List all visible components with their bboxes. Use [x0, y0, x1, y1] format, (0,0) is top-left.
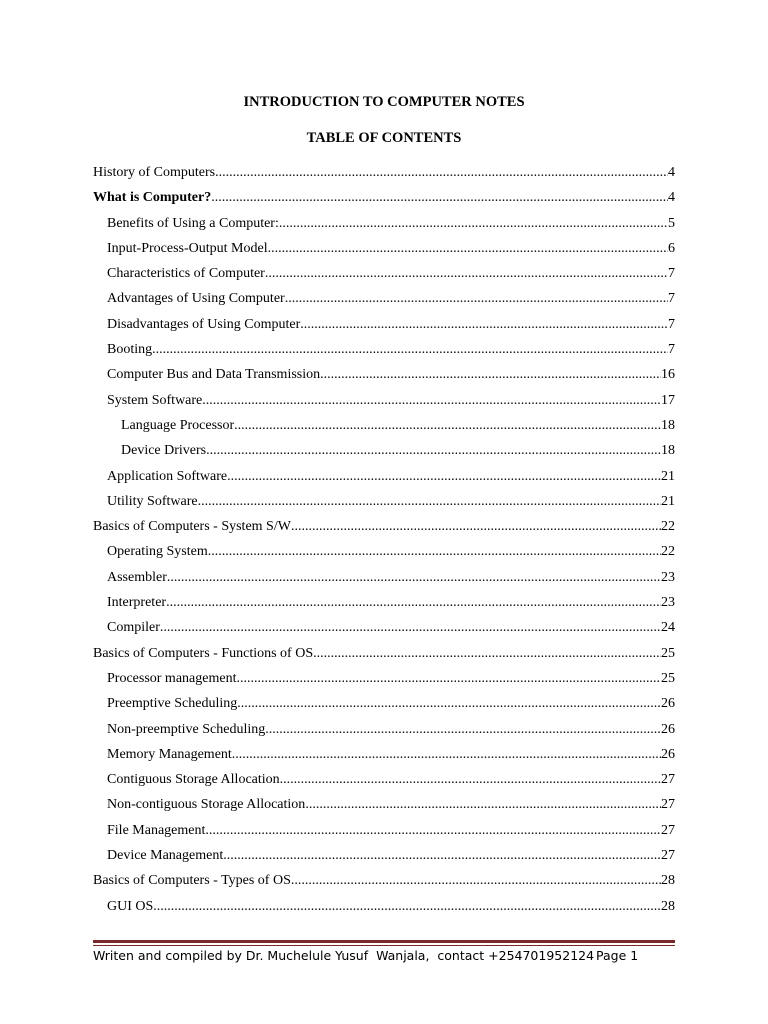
toc-dot-leader: [291, 868, 661, 893]
toc-dot-leader: [205, 818, 661, 843]
toc-entry[interactable]: [93, 261, 675, 286]
toc-entry[interactable]: [93, 362, 675, 387]
toc-entry-page: 28: [661, 898, 675, 914]
toc-dot-leader: [305, 792, 661, 817]
document-title: INTRODUCTION TO COMPUTER NOTES: [243, 94, 525, 110]
toc-entry[interactable]: [93, 691, 675, 716]
toc-entry-title: Basics of Computers - System S/W: [93, 519, 291, 535]
toc-entry-title: Contiguous Storage Allocation: [107, 772, 280, 788]
toc-entry-page: 16: [661, 367, 675, 383]
toc-entry-title: Memory Management: [107, 746, 232, 762]
toc-entry-title: Device Management: [107, 848, 224, 864]
toc-entry[interactable]: [93, 514, 675, 539]
toc-entry[interactable]: [93, 160, 675, 185]
toc-entry[interactable]: [93, 590, 675, 615]
toc-entry-title: Preemptive Scheduling: [107, 696, 238, 712]
toc-entry[interactable]: [93, 666, 675, 691]
toc-entry-page: 28: [661, 873, 675, 889]
toc-entry-title: Non-contiguous Storage Allocation: [107, 797, 306, 813]
toc-entry[interactable]: [93, 615, 675, 640]
toc-entry-title: Assembler: [107, 569, 167, 585]
toc-entry-title: File Management: [107, 822, 206, 838]
toc-heading: TABLE OF CONTENTS: [306, 130, 462, 146]
toc-entry-page: 21: [661, 468, 675, 484]
toc-entry[interactable]: [93, 211, 675, 236]
toc-entry-title: Application Software: [107, 468, 228, 484]
toc-entry-page: 22: [661, 544, 675, 560]
toc-dot-leader: [153, 894, 661, 919]
toc-entry-title: GUI OS: [107, 898, 154, 914]
toc-entry[interactable]: [93, 539, 675, 564]
toc-entry[interactable]: [93, 742, 675, 767]
toc-entry-title: Basics of Computers - Functions of OS: [93, 645, 314, 661]
toc-entry-title: Disadvantages of Using Computer: [107, 316, 301, 332]
toc-entry-page: 7: [668, 342, 675, 358]
toc-entry-page: 18: [661, 443, 675, 459]
toc-dot-leader: [208, 539, 661, 564]
table-of-contents: [93, 160, 675, 919]
toc-entry-title: Device Drivers: [121, 443, 207, 459]
toc-entry-page: 27: [661, 772, 675, 788]
toc-entry[interactable]: [93, 185, 675, 210]
toc-entry-page: 4: [668, 190, 675, 206]
toc-entry-title: Compiler: [107, 620, 160, 636]
toc-entry-title: Input-Process-Output Model: [107, 240, 268, 256]
toc-entry[interactable]: [93, 818, 675, 843]
toc-dot-leader: [198, 489, 661, 514]
toc-entry[interactable]: [93, 312, 675, 337]
toc-entry-title: Computer Bus and Data Transmission: [107, 367, 321, 383]
toc-dot-leader: [236, 666, 661, 691]
toc-entry[interactable]: [93, 843, 675, 868]
toc-dot-leader: [202, 388, 661, 413]
toc-entry[interactable]: [93, 868, 675, 893]
toc-dot-leader: [160, 615, 661, 640]
toc-entry[interactable]: [93, 413, 675, 438]
toc-entry-title: Characteristics of Computer: [107, 266, 265, 282]
toc-dot-leader: [237, 691, 661, 716]
toc-entry-page: 18: [661, 417, 675, 433]
toc-dot-leader: [313, 641, 661, 666]
toc-entry-page: 21: [661, 493, 675, 509]
toc-entry-page: 22: [661, 519, 675, 535]
toc-entry-page: 17: [661, 392, 675, 408]
toc-entry[interactable]: [93, 489, 675, 514]
toc-dot-leader: [167, 565, 661, 590]
toc-entry-title: What is Computer?: [93, 190, 212, 206]
toc-entry-title: System Software: [107, 392, 203, 408]
toc-entry-title: Utility Software: [107, 493, 198, 509]
toc-entry[interactable]: [93, 464, 675, 489]
toc-entry-title: Booting: [107, 342, 153, 358]
toc-entry-page: 23: [661, 595, 675, 611]
toc-dot-leader: [285, 286, 668, 311]
toc-dot-leader: [268, 236, 668, 261]
toc-entry-page: 5: [668, 215, 675, 231]
toc-entry[interactable]: [93, 792, 675, 817]
toc-entry[interactable]: [93, 337, 675, 362]
toc-entry-title: Benefits of Using a Computer:: [107, 215, 279, 231]
toc-dot-leader: [279, 211, 668, 236]
footer-author-text: Writen and compiled by Dr. Muchelule Yusuf Wanjala, contact +254701952124: [93, 948, 595, 963]
toc-entry-page: 6: [668, 240, 675, 256]
footer-divider: [93, 940, 675, 948]
toc-entry-title: Non-preemptive Scheduling: [107, 721, 266, 737]
toc-entry-title: Operating System: [107, 544, 208, 560]
toc-dot-leader: [223, 843, 661, 868]
toc-dot-leader: [265, 261, 668, 286]
toc-entry[interactable]: [93, 767, 675, 792]
toc-entry-page: 23: [661, 569, 675, 585]
toc-entry[interactable]: [93, 565, 675, 590]
toc-dot-leader: [166, 590, 661, 615]
toc-entry-page: 26: [661, 721, 675, 737]
toc-entry-title: Basics of Computers - Types of OS: [93, 873, 291, 889]
toc-entry-page: 27: [661, 797, 675, 813]
toc-entry-page: 7: [668, 316, 675, 332]
toc-dot-leader: [232, 742, 661, 767]
toc-entry[interactable]: [93, 286, 675, 311]
toc-dot-leader: [215, 160, 668, 185]
toc-entry-title: Interpreter: [107, 595, 167, 611]
toc-entry-page: 26: [661, 696, 675, 712]
toc-entry[interactable]: [93, 236, 675, 261]
toc-entry-page: 24: [661, 620, 675, 636]
toc-entry-page: 27: [661, 848, 675, 864]
toc-entry-page: 7: [668, 291, 675, 307]
toc-dot-leader: [265, 717, 661, 742]
toc-entry-title: Language Processor: [121, 417, 235, 433]
toc-entry-title: Advantages of Using Computer: [107, 291, 285, 307]
footer-page-number: Page 1: [596, 948, 639, 963]
toc-entry[interactable]: [93, 717, 675, 742]
toc-entry-page: 4: [668, 165, 675, 180]
toc-entry-page: 7: [668, 266, 675, 282]
toc-entry-title: Processor management: [107, 670, 237, 686]
toc-dot-leader: [227, 464, 661, 489]
toc-entry-page: 25: [661, 645, 675, 661]
toc-entry[interactable]: [93, 641, 675, 666]
toc-entry-page: 25: [661, 670, 675, 686]
toc-dot-leader: [211, 185, 668, 210]
toc-dot-leader: [291, 514, 661, 539]
toc-entry[interactable]: [93, 894, 675, 919]
toc-dot-leader: [320, 362, 661, 387]
toc-entry[interactable]: [93, 388, 675, 413]
toc-dot-leader: [280, 767, 661, 792]
toc-entry-title: History of Computers: [93, 165, 216, 180]
toc-entry-page: 27: [661, 822, 675, 838]
toc-entry-page: 26: [661, 746, 675, 762]
toc-dot-leader: [234, 413, 661, 438]
toc-dot-leader: [300, 312, 668, 337]
toc-dot-leader: [206, 438, 661, 463]
toc-dot-leader: [152, 337, 668, 362]
toc-entry[interactable]: [93, 438, 675, 463]
